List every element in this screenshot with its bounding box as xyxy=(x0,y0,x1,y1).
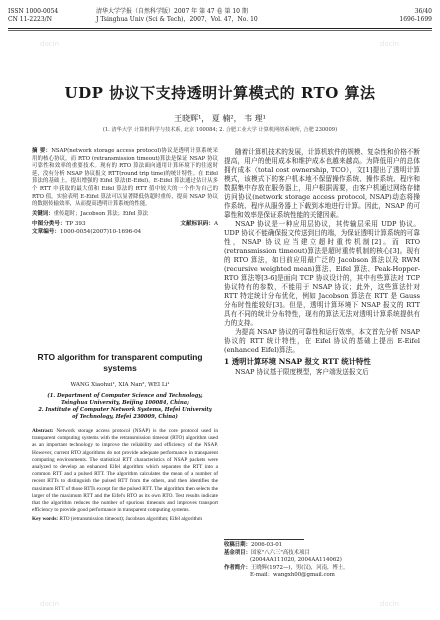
page-numbers: 1696-1699 xyxy=(399,16,432,23)
cn-number: CN 11-2223/N xyxy=(8,16,52,23)
section-heading: 1 透明计算环境 NSAP 报文 RTT 统计特性 xyxy=(224,357,371,366)
abstract-en-block xyxy=(32,428,218,524)
body-right xyxy=(224,148,420,377)
journal-cn: 清华大学学报（自然科学版）2007 年 第 47 卷 第 10 期 xyxy=(96,8,248,15)
watermark: docin xyxy=(40,40,59,48)
abstract-en xyxy=(32,428,218,514)
keywords-cn-text: 重传超时；Jacobson 算法；Eifel 算法 xyxy=(53,210,149,217)
email: E-mail：wangxh00@gmail.com xyxy=(250,572,335,579)
classification xyxy=(32,220,218,228)
abstract-en-text: Network storage access protocol (NSAP) is the core protocol used in transparent computing systems with the retransmission timeout (RTO) algorithm used as an important technology to improve the reliability and efficiency of the NSAP. However, current RTO algorithms do not provide adequate performance in transparent computing environments. The statistical RTT characteristics of NSAP packets were analyzed to develop an enhanced Eifel algorithm which separates the RTT into a common RTT and a pulsed RTT. The algorithm calculates the mean of a number of recent RTTs to distinguish the pulsed RTT from the others, and then identifies the maximum RTT of those RTTs except for the pulsed RTT. The algorithm then selects the larger of the maximum RTT and the Eifel's RTO as its own RTO. Test results indicate that the algorithm reduces the number of spurious timeouts and improves transport efficiency to provide good performance in transparent computing systems. xyxy=(32,428,219,514)
page-range: 36/40 xyxy=(414,8,432,15)
abstract-cn-text: NSAP(network storage access protocol)协议是透明计算系统采用的核心协议，而 RTO (retransmission timeout)算法是保证 NSAP 协议可靠性和效率的重要技术。现有的 RTO 算法面向通用计算环境下的往返时延，没有分析 NSAP 协议报文 RTT(round trip time)的统计特性。在 Eifel 算法的基础上，提出增强的 Eifel 算法(E-Eifel)。E-Eifel 算法通过估计从多个 RTT 中获取的最大值和 Eifel 算法的 RTT 值中较大的一个作为自己的 RTO 值。实验表明 E-Eifel 算法可以显著降低伪超时重传，提高 NSAP 协议的数据传输效率，从而提高透明计算系统的性能。 xyxy=(32,148,218,208)
watermark: docin xyxy=(380,600,399,608)
abstract-cn-label: 摘 要： xyxy=(32,148,52,154)
fund-numbers: (2004AA111020, 2004AA114062) xyxy=(250,557,342,564)
doc-code: 文献标识码：A xyxy=(180,221,218,228)
abstract-cn xyxy=(32,148,218,209)
header-rule xyxy=(8,28,432,29)
footnote-rule xyxy=(224,539,304,540)
body-paragraph: NSAP 协议基于限度模型，客户端发送报文后 xyxy=(235,368,369,376)
journal-block xyxy=(96,8,258,24)
fund: 基金项目：国家"八六三"高技术项目 xyxy=(224,549,310,556)
body-paragraph: 为提高 NSAP 协议的可靠性和运行效率，本文首先分析 NSAP 协议的 RTT 统计特性，在 Eifel 协议的基础上提出 E-Eifel (enhanced Eifel)算法。 xyxy=(224,328,420,354)
watermark: docin xyxy=(40,600,59,608)
affiliation-line: Tsinghua University, Beijing 100084, China; xyxy=(60,400,189,406)
author-bio: 作者简介：王晓辉(1972—)，男(汉)，河南，博士。 xyxy=(224,564,349,571)
paper-title-cn: UDP 协议下支持透明计算模式的 RTO 算法 xyxy=(64,84,376,102)
authors-en: WANG Xiaohui¹, XIA Nan², WEI Li¹ xyxy=(70,382,170,388)
journal-en: J Tsinghua Univ (Sci & Tech)，2007，Vol. 47，No. 10 xyxy=(96,16,258,23)
affiliations-cn: (1. 清华大学 计算机科学与技术系, 北京 100084; 2. 合肥工业大学 计算机网络系统所, 合肥 230009) xyxy=(102,127,338,133)
authors-cn: 王晓辉¹， 夏 楠²， 韦 理¹ xyxy=(174,114,266,123)
keywords-en-text: RTO (retransmission timeout); Jacobson algorithm; Eifel algorithm xyxy=(59,516,202,523)
keywords-en-label: Key words: xyxy=(32,516,59,523)
clc: 中图分类号：TP 393 xyxy=(32,221,86,228)
affiliations-en xyxy=(32,393,218,421)
affiliation-line: (1. Department of Computer Science and Technology, xyxy=(47,393,203,399)
body-paragraph: NSAP 协议是一种应用层协议，其传输层采用 UDP 协议。UDP 协议不能确保报文传送到目的端，为保证透明计算系统的可靠性，NSAP 协议应当建立超时重传机制[2]。而 RTO (retransmission timeout)算法是超时重传机制的核心[3]。现有的 RTO 算法，如目前应用最广泛的 Jacobson 算法以及 RWM (recursive weighted mean)算法、Eifel 算法、Peak-Hopper-RTO 算法等[3-6]是面向 TCP 协议设计的，其中有些算法对 TCP 协议特有的参数，不能用于 NSAP 协议；此外，这些算法针对 RTT 特定统计分布优化，例如 Jacobson 算法在 RTT 是 Gauss 分布时性能较好[3]。但是，透明计算环境下 NSAP 报文的 RTT 具有不同的统计分布特性，现有的算法无法对透明计算系统提供有力的支持。 xyxy=(224,220,420,327)
paper-title-en: RTO algorithm for transparent computing systems xyxy=(37,352,203,373)
abstract-cn-block xyxy=(32,148,218,236)
abstract-en-label: Abstract: xyxy=(32,428,54,434)
article-number: 文章编号：1000-0054(2007)10-1696-04 xyxy=(32,229,142,236)
affiliation-line: of Technology, Hefei 230009, China) xyxy=(72,414,178,420)
watermark: docin xyxy=(380,40,399,48)
keywords-cn-label: 关键词： xyxy=(32,210,54,217)
page-info xyxy=(399,8,432,24)
footnote xyxy=(224,542,420,580)
keywords-en xyxy=(32,516,218,523)
received-date: 收稿日期：2006-03-01 xyxy=(224,542,283,548)
issn-block xyxy=(8,8,58,24)
body-paragraph: 随着计算机技术的发展，计算机软件的规模、复杂性和价格不断提高，用户的使用成本和维护成本也越来越高。为降低用户的总体拥有成本（total cost ownership, TCO），文[1]提出了透明计算模式，该模式下的客户机本地不保留操作系统、操作系统、程序和数据集中存放在服务器上，用户根据需要，由客户机通过网络存储访问协议(network storage access protocol, NSAP)动态将操作系统、程序从服务器上下载到本地进行计算。因此，NSAP 的可靠性和效率是保证系统性能的关键因素。 xyxy=(224,148,420,219)
affiliation-line: 2. Institute of Computer Network Systems, Hefei University xyxy=(38,407,212,413)
issn: ISSN 1000-0054 xyxy=(8,8,59,15)
keywords-cn xyxy=(32,211,218,219)
header-rule-thin xyxy=(8,30,432,31)
